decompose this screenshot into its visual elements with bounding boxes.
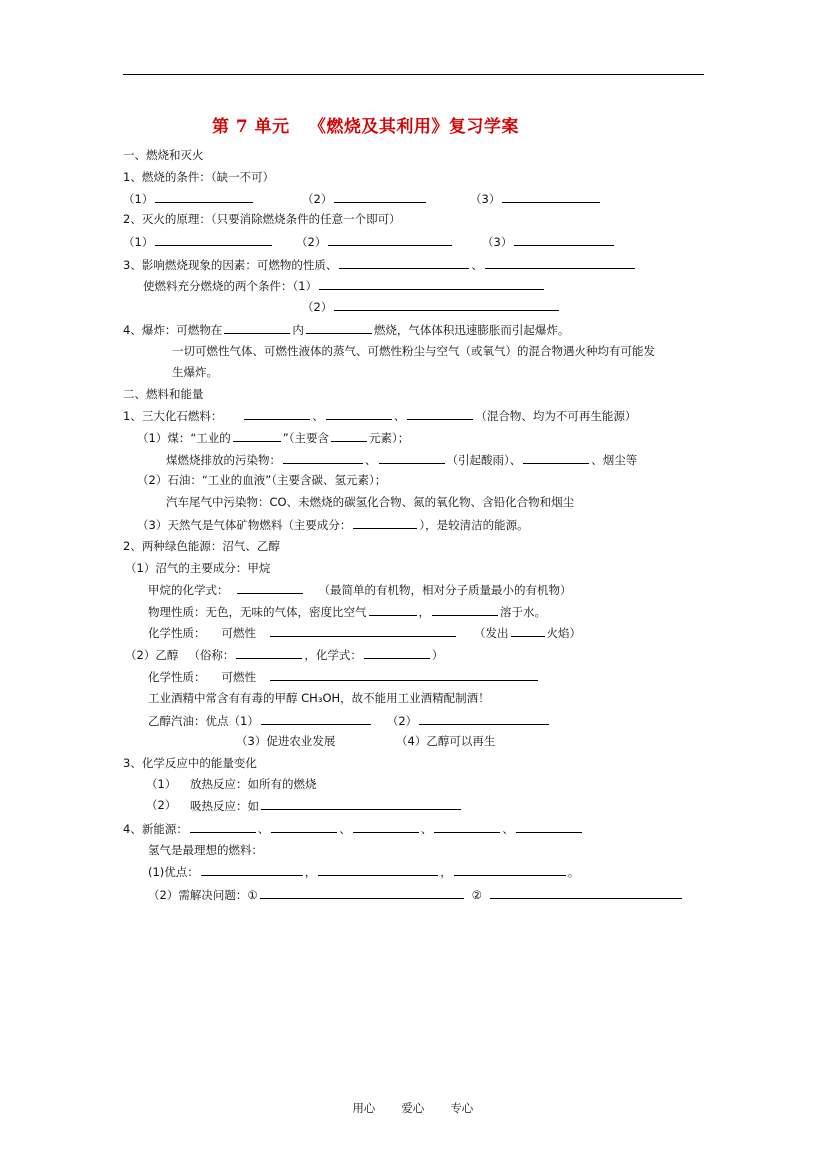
q1-label: 1、燃烧的条件：（缺一不可） [123, 170, 275, 184]
q1-n1: （1） [123, 192, 154, 206]
q3-sep: 、 [471, 258, 483, 272]
blank[interactable] [318, 863, 438, 876]
q4-a: 4、爆炸：可燃物在 [123, 323, 223, 337]
blank[interactable] [306, 321, 372, 334]
q3-sub-label: 使燃料充分燃烧的两个条件：（1） [143, 279, 318, 293]
phys-b: ， [418, 605, 430, 619]
comma: ， [440, 865, 452, 879]
blank[interactable] [339, 256, 469, 269]
q4-c: 燃烧，气体体积迅速膨胀而引起爆炸。 [373, 323, 570, 337]
blank[interactable] [283, 451, 363, 464]
phys-line [148, 603, 546, 620]
q4-b: 内 [292, 323, 304, 337]
methane-b: （最简单的有机物，相对分子质量最小的有机物） [318, 583, 572, 597]
fuel-note: （混合物、均为不可再生能源） [475, 409, 637, 423]
egas-4: （4）乙醇可以再生 [396, 734, 496, 748]
page-title: 第 7 单元 《燃烧及其利用》复习学案 [212, 117, 519, 137]
eth-b: （俗称： [188, 648, 235, 662]
chem-a: 化学性质： [148, 626, 206, 640]
h2-adv: (1)优点： [148, 865, 199, 879]
chem-line [148, 624, 581, 641]
eth-d: ） [431, 648, 444, 662]
gas-b: ），是较清洁的能源。 [419, 518, 529, 532]
blank[interactable] [511, 624, 545, 637]
q2-blanks [123, 233, 274, 250]
chem-b: 可燃性 [221, 626, 256, 640]
blank[interactable] [155, 233, 272, 246]
coal-b: ”（主要含 [282, 431, 329, 445]
blank[interactable] [261, 712, 371, 725]
eth-chem-a: 化学性质： [148, 670, 206, 684]
comma: ， [304, 865, 317, 879]
biogas-line: （1）沼气的主要成分：甲烷 [125, 561, 271, 575]
q4-note-1: 一切可燃性气体、可燃性液体的蒸气、可燃性粉尘与空气（或氧气）的混合物遇火种均有可能发 [172, 344, 655, 358]
blank[interactable] [326, 407, 392, 420]
ethanol-line [125, 646, 443, 663]
chem-d: 火焰） [546, 626, 581, 640]
h2-adv-line [148, 863, 579, 880]
energy-line: 3、化学反应中的能量变化 [123, 756, 257, 770]
q3-label: 3、影响燃烧现象的因素：可燃物的性质、 [123, 258, 338, 272]
egas-3: （3）促进农业发展 [236, 734, 336, 748]
egas-line [148, 712, 551, 729]
endo-line [190, 797, 463, 814]
gas-line [137, 516, 529, 533]
footer-1: 用心 [352, 1101, 376, 1115]
phys-a: 物理性质：无色，无味的气体，密度比空气 [148, 605, 367, 619]
sep: 、 [420, 822, 433, 836]
blank[interactable] [379, 451, 445, 464]
gas-a: （3）天然气是气体矿物燃料（主要成分： [137, 518, 352, 532]
car-line: 汽车尾气中污染物：CO、未燃烧的碳氢化合物、氮的氧化物、含铅化合物和烟尘 [166, 495, 575, 509]
coal-c: 元素）； [369, 431, 410, 445]
blank[interactable] [224, 321, 290, 334]
q3-sub [143, 277, 546, 294]
blank[interactable] [514, 233, 614, 246]
h2-prob2: ② [471, 888, 482, 902]
fuel-line [123, 407, 636, 424]
blank[interactable] [319, 277, 544, 290]
eth-chem-b: 可燃性 [221, 670, 256, 684]
blank[interactable] [364, 646, 430, 659]
h2-prob-line [148, 886, 684, 903]
section-heading-2: 二、燃料和能量 [123, 387, 204, 401]
coal-dust: 、烟尘等 [591, 453, 638, 467]
q1-blanks [123, 190, 255, 207]
footer-3: 专心 [450, 1101, 474, 1115]
exo-n: （1） [146, 777, 177, 791]
blank[interactable] [454, 863, 566, 876]
fuel-label: 1、三大化石燃料： [123, 409, 223, 423]
h2-prob: （2）需解决问题：① [148, 888, 258, 902]
coal-line [137, 429, 409, 446]
new-a: 4、新能源： [123, 822, 188, 836]
blank[interactable] [190, 820, 256, 833]
new-energy-line [123, 820, 584, 837]
methane-line [148, 581, 572, 598]
coal-pollute-line [166, 451, 637, 468]
chem-c: （发出 [474, 626, 509, 640]
eth-chem-line [148, 668, 540, 685]
q1-n3: （3） [470, 192, 501, 206]
egas-b: （2） [386, 714, 418, 728]
blank[interactable] [490, 886, 682, 899]
blank[interactable] [271, 820, 337, 833]
egas-a: 乙醇汽油：优点（1） [148, 714, 259, 728]
coal-acid: （引起酸雨）、 [446, 453, 522, 467]
exo-line: 放热反应：如所有的燃烧 [190, 777, 317, 791]
sep: 、 [339, 822, 351, 836]
period: 。 [567, 865, 580, 879]
blank[interactable] [270, 624, 456, 637]
coal-a: （1）煤：“工业的 [137, 431, 231, 445]
sep: 、 [502, 822, 514, 836]
blank[interactable] [201, 863, 303, 876]
blank[interactable] [369, 603, 417, 616]
blank[interactable] [353, 516, 417, 529]
eth-a: （2）乙醇 [125, 648, 179, 662]
q1-n2: （2） [302, 192, 333, 206]
phys-c: 溶于水。 [500, 605, 546, 619]
footer-2: 爱心 [401, 1101, 425, 1115]
blank[interactable] [419, 712, 549, 725]
blank[interactable] [331, 429, 367, 442]
coal-pollute: 煤燃烧排放的污染物： [166, 453, 281, 467]
h2-line: 氢气是最理想的燃料： [148, 843, 263, 857]
q3-sub2 [302, 298, 561, 315]
oil-line: （2）石油：“工业的血液”（主要含碳、氢元素）； [137, 473, 387, 487]
blank[interactable] [334, 190, 426, 203]
blank[interactable] [334, 298, 559, 311]
blank[interactable] [502, 190, 600, 203]
blank[interactable] [244, 407, 310, 420]
q3-line [123, 256, 637, 273]
blank[interactable] [328, 233, 452, 246]
endo-n: （2） [146, 798, 177, 812]
section-heading-1: 一、燃烧和灭火 [123, 148, 204, 162]
q4-note-2: 生爆炸。 [172, 365, 218, 379]
q1-blanks-3 [470, 190, 602, 207]
q2-label: 2、灭火的原理：（只要消除燃烧条件的任意一个即可） [123, 212, 401, 226]
blank[interactable] [261, 797, 461, 810]
blank[interactable] [434, 820, 500, 833]
header-rule [123, 74, 704, 75]
eth-c: ，化学式： [304, 648, 362, 662]
q2-n3: （3） [482, 235, 513, 249]
blank[interactable] [260, 886, 464, 899]
blank[interactable] [237, 581, 303, 594]
methane-a: 甲烷的化学式： [148, 583, 229, 597]
footer [345, 1086, 499, 1116]
blank[interactable] [353, 820, 419, 833]
blank[interactable] [516, 820, 582, 833]
sep: 、 [365, 453, 377, 467]
green-line: 2、两种绿色能源：沼气、乙醇 [123, 539, 280, 553]
q2-n1: （1） [123, 235, 154, 249]
q4-line [123, 321, 569, 338]
blank[interactable] [270, 668, 538, 681]
blank[interactable] [236, 646, 302, 659]
blank[interactable] [155, 190, 253, 203]
endo-a: 吸热反应：如 [190, 799, 259, 813]
blank[interactable] [523, 451, 589, 464]
blank[interactable] [407, 407, 473, 420]
q2-blanks-2 [296, 233, 454, 250]
warn-line: 工业酒精中常含有有毒的甲醇 CH₃OH，故不能用工业酒精配制酒！ [148, 691, 490, 705]
blank[interactable] [432, 603, 498, 616]
blank[interactable] [485, 256, 635, 269]
q3-sub2-label: （2） [302, 300, 333, 314]
blank[interactable] [233, 429, 281, 442]
q2-n2: （2） [296, 235, 327, 249]
sep: 、 [257, 822, 270, 836]
sep: 、 [393, 409, 406, 423]
q1-blanks-2 [302, 190, 428, 207]
q2-blanks-3 [482, 233, 616, 250]
sep: 、 [312, 409, 324, 423]
